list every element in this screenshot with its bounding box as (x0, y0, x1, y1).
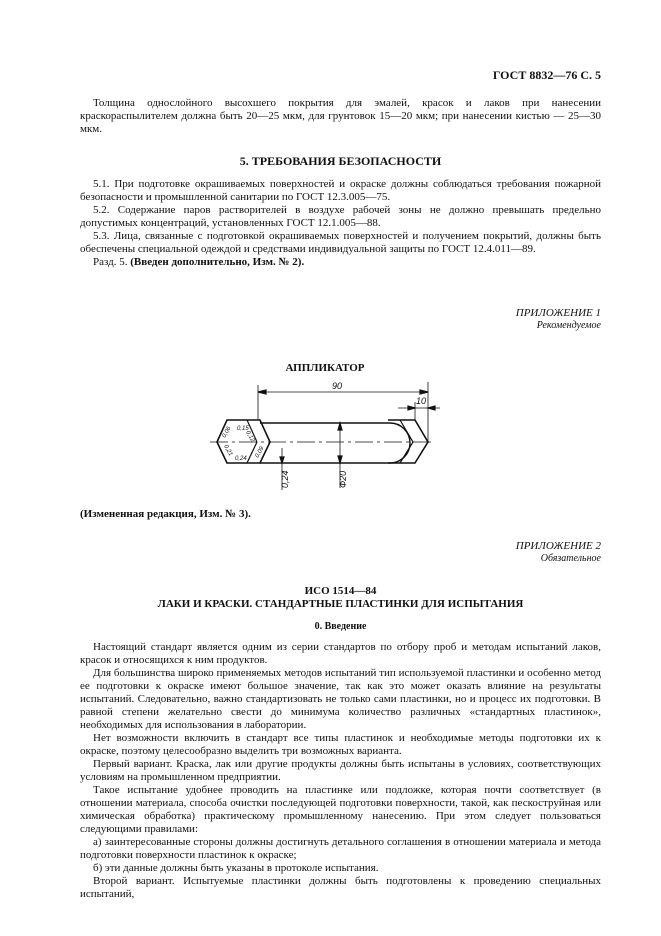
list-item-b: б) эти данные должны быть указаны в протоколе испытания. (93, 862, 379, 874)
section-title: 5. ТРЕБОВАНИЯ БЕЗОПАСНОСТИ (239, 154, 442, 168)
paragraph: Такое испытание удобнее проводить на пластинке или подложке, которая почти соответствует (в отношении материала, способа очистки последующей подготовки поверхности, такой, как пескоструйная или химическая обработка) практическому промышленному нанесению. При этом следует пользоваться следующими правилами: (80, 784, 601, 835)
dim-diameter-label: Ф20 (338, 470, 348, 488)
hex-label: 0,09 (254, 445, 266, 459)
applicator-drawing (200, 360, 450, 510)
figure-title: АППЛИКАТОР (285, 362, 365, 374)
paragraph: Настоящий стандарт является одним из серии стандартов по отбору проб и методам испытаний лаков, красок и относящихся к ним продуктов. (80, 641, 601, 666)
paragraph: Для большинства широко применяемых методов испытаний тип используемой пластинки и особенно метод ее подготовки к окраске имеют большое значение, так как это может оказать влияние на результаты испытаний. Следовательно, важно стандартизовать не только сами пластинки, но и процесс их подготовки. В равной степени желательно свести до минимума количество различных «стандартных пластинок», необходимых для использования в лаборатории. (80, 667, 601, 731)
appendix1-status: Рекомендуемое (536, 320, 601, 331)
hex-label: 0,21 (222, 444, 234, 458)
introduction-heading: 0. Введение (314, 621, 367, 632)
appendix2-body (80, 641, 601, 901)
paragraph: Первый вариант. Краска, лак или другие продукты должны быть испытаны в условиях, соответствующих условиям на промышленном предприятии. (80, 758, 601, 783)
appendix2-status: Обязательное (540, 553, 601, 564)
rod-end (388, 420, 428, 463)
section5-body (80, 178, 601, 269)
dim-90-label: 90 (332, 381, 343, 391)
paragraph: Второй вариант. Испытуемые пластинки должны быть подготовлены к проведению специальных испытаний, (80, 875, 601, 900)
list-item-a: а) заинтересованные стороны должны достигнуть детального соглашения в отношении материала и метода подготовки поверхности пластинок к окраске; (80, 836, 601, 861)
intro-paragraph: Толщина однослойного высохшего покрытия для эмалей, красок и лаков при нанесении краскораспылителем должна быть 20—25 мкм, для грунтовок 15—20 мкм; при нанесении кистью — 25—30 мкм. (80, 97, 601, 135)
appendix1-label: ПРИЛОЖЕНИЕ 1 (515, 307, 601, 319)
standard-title: ЛАКИ И КРАСКИ. СТАНДАРТНЫЕ ПЛАСТИНКИ ДЛЯ ИСПЫТАНИЯ (157, 598, 524, 610)
note-prefix: Разд. 5. (93, 256, 128, 268)
paragraph: Нет возможности включить в стандарт все типы пластинок и необходимые методы подготовки их к окраске, поэтому целесообразно выделить три возможных варианта. (80, 732, 601, 757)
clause-5-2: 5.2. Содержание паров растворителей в воздухе рабочей зоны не должно превышать предельно допустимых концентраций, установленных ГОСТ 12.1.005—88. (80, 204, 601, 229)
appendix1-note: (Измененная редакция, Изм. № 3). (80, 508, 251, 520)
running-head: ГОСТ 8832—76 С. 5 (492, 68, 601, 82)
standard-number: ИСО 1514—84 (304, 585, 377, 597)
clause-5-1: 5.1. При подготовке окрашиваемых поверхностей и окраске должны соблюдаться требования пожарной безопасности и промышленной санитарии по ГОСТ 12.3.005—75. (80, 178, 601, 203)
amendment-note (80, 256, 601, 269)
appendix2-label: ПРИЛОЖЕНИЕ 2 (515, 540, 601, 552)
hex-label: 0,06 (221, 425, 233, 439)
note-bold: (Введен дополнительно, Изм. № 2). (130, 256, 305, 268)
hex-label: 0,15 (237, 426, 249, 432)
dim-gap-label: 0,24 (280, 470, 290, 488)
clause-5-3: 5.3. Лица, связанные с подготовкой окрашиваемых поверхностей и получением покрытий, должны быть обеспечены специальной одеждой и средствами индивидуальной защиты по ГОСТ 12.4.011—89. (80, 230, 601, 255)
hex-label: 0,24 (235, 456, 247, 462)
intro-paragraph-block (80, 97, 601, 136)
dim-10-label: 10 (416, 396, 427, 406)
hex-label: 0,12 (244, 430, 256, 444)
